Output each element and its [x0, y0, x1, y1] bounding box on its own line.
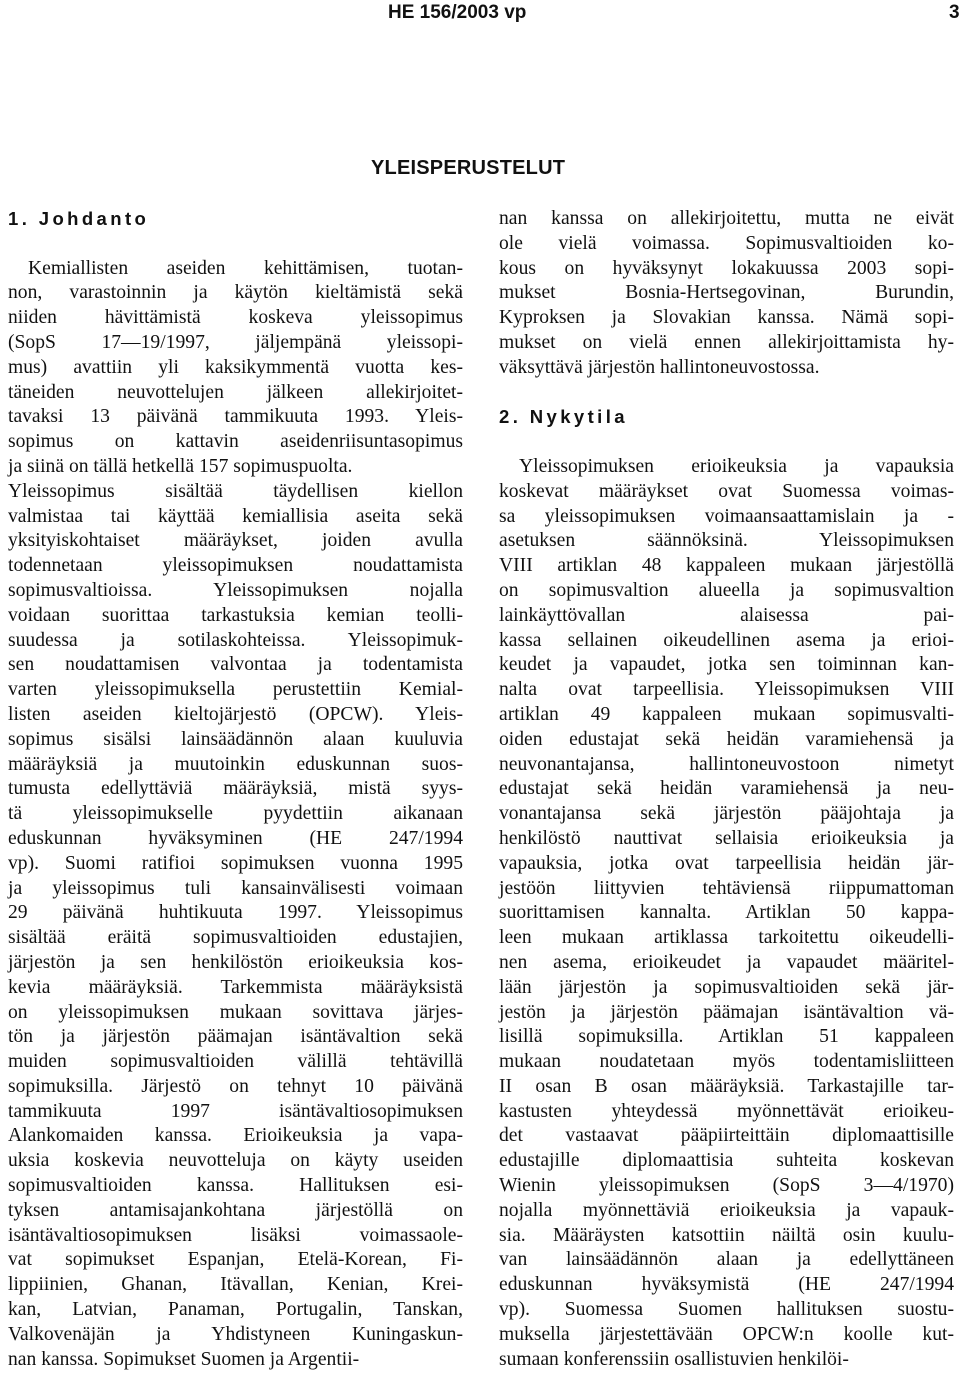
text-line: määräyksiä ja muutoinkin eduskunnan suos- — [8, 753, 463, 775]
spacer — [499, 381, 954, 406]
text-line: Alankomaiden kanssa. Erioikeuksia ja vapa- — [8, 1125, 463, 1147]
right-column — [499, 207, 954, 1372]
text-line: artiklan 49 kappaleen mukaan sopimusvalti- — [499, 703, 954, 725]
text-line: on sopimusvaltion alueella ja sopimusvaltion — [499, 579, 954, 601]
text-line: järjestön ja sen henkilöstön erioikeuksia kos- — [8, 951, 463, 973]
text-line: nan kanssa on allekirjoitettu, mutta ne eivät — [499, 208, 954, 229]
section-title: YLEISPERUSTELUT — [371, 157, 566, 179]
right-column-continuation — [499, 207, 954, 381]
text-line: sen noudattamisen valvontaa ja todentamista — [8, 654, 463, 676]
text-line: kastusten yhteydessä myönnettävät erioikeu- — [499, 1100, 954, 1122]
text-line: non, varastoinnin ja käytön kieltämistä sekä — [8, 282, 463, 304]
text-line: sia. Määräysten katsottiin näiltä osin kuulu- — [499, 1224, 954, 1246]
text-line: Yleissopimus sisältää täydellisen kiellon — [8, 480, 463, 502]
text-line: kan, Latvian, Panaman, Portugalin, Tanskan, — [8, 1299, 463, 1321]
text-line: kevia määräyksiä. Tarkemmista määräyksistä — [8, 976, 463, 998]
text-line: on yleissopimuksen mukaan sovittava järjes- — [8, 1001, 463, 1023]
text-line: tumusta edellyttäviä määräyksiä, mistä syys- — [8, 778, 463, 800]
text-line: ole vielä voimassa. Sopimusvaltioiden ko- — [499, 232, 954, 254]
text-line: täneiden neuvottelujen jälkeen allekirjoitet- — [8, 381, 463, 403]
text-line: sumaan konferenssiin osallistuvien henkilöi- — [499, 1348, 849, 1370]
text-line: tä yleissopimukselle pyydettiin aikanaan — [8, 803, 463, 825]
text-line: todennetaan yleissopimuksen noudattamista — [8, 555, 463, 577]
text-line: yksityiskohtaiset määräykset, joiden avulla — [8, 530, 463, 552]
text-line: suorittamisen kannalta. Artiklan 50 kappa- — [499, 902, 954, 924]
text-line: sa yleissopimuksen voimaansaattamislain ja - — [499, 505, 954, 527]
text-line: isäntävaltiosopimuksen lisäksi voimassaole- — [8, 1224, 463, 1246]
text-line: tön ja järjestön päämajan isäntävaltion sekä — [8, 1026, 463, 1048]
text-line: niiden hävittämistä koskeva yleissopimus — [8, 307, 463, 329]
text-line: nen asema, erioikeudet ja vapaudet määritel- — [499, 951, 954, 973]
page-number: 3 — [949, 2, 960, 23]
text-line: sopimusvaltioissa. Yleissopimuksen nojalla — [8, 579, 463, 601]
text-line: sopimus on kattavin aseidenriisuntasopimus — [8, 431, 463, 453]
text-line: Kemiallisten aseiden kehittämisen, tuotan- — [28, 257, 463, 279]
text-line: Valkovenäjän ja Yhdistyneen Kuningaskun- — [8, 1323, 463, 1345]
text-line: sopimusvaltioiden kanssa. Hallituksen esi- — [8, 1175, 463, 1197]
running-header — [0, 0, 960, 36]
text-line: (SopS 17—19/1997, jäljempänä yleissopi- — [8, 331, 463, 353]
text-line: henkilöstö nauttivat sellaisia erioikeuksia ja — [499, 827, 954, 849]
section-heading-nykytila: 2. Nykytila — [499, 406, 628, 428]
text-line: ja siinä on tällä hetkellä 157 sopimuspuolta. — [8, 455, 353, 477]
text-line: lainkäyttövallan alaisessa pai- — [499, 604, 954, 626]
text-line: sopimus sisälsi lainsäädännön alaan kuuluvia — [8, 728, 463, 750]
text-line: neuvonantajansa, hallintoneuvostoon nimetyt — [499, 753, 954, 775]
text-line: mukaan noudatetaan myös todentamisliitteen — [499, 1051, 954, 1073]
text-line: vonantajansa sekä järjestön pääjohtaja ja — [499, 803, 954, 825]
right-column-body — [499, 455, 954, 1372]
text-line: eduskunnan hyväksymistä (HE 247/1994 — [499, 1274, 954, 1296]
text-line: oiden edustajat sekä heidän varamiehensä ja — [499, 728, 954, 750]
left-column — [8, 207, 463, 1372]
text-line: sisältää eräitä sopimusvaltioiden edustajien, — [8, 927, 463, 949]
text-line: voidaan suorittaa tarkastuksia kemian teolli- — [8, 604, 463, 626]
text-line: 29 päivänä huhtikuuta 1997. Yleissopimus — [8, 902, 463, 924]
text-line: suudessa ja sotilaskohteissa. Yleissopimuk- — [8, 629, 463, 651]
text-line: vp). Suomessa Suomen hallituksen suostu- — [499, 1299, 954, 1321]
text-line: väksyttävä järjestön hallintoneuvostossa. — [499, 356, 820, 378]
text-line: varten yleissopimuksella perustettiin Kemial- — [8, 679, 463, 701]
text-line: uksia koskevia neuvotteluja on käyty useiden — [8, 1150, 463, 1172]
text-line: koskevat määräykset ovat Suomessa voimas- — [499, 480, 954, 502]
text-line: det vastaavat pääpiirteittäin diplomaattisille — [499, 1125, 954, 1147]
text-line: Kyproksen ja Slovakian kanssa. Nämä sopi- — [499, 307, 954, 329]
text-line: sopimuksilla. Järjestö on tehnyt 10 päivänä — [8, 1075, 463, 1097]
text-line: mus) avattiin yli kaksikymmentä vuotta kes- — [8, 356, 463, 378]
text-line: lään järjestön ja sopimusvaltioiden sekä jär- — [499, 976, 954, 998]
text-line: van lainsäädännön alaan ja edellyttäneen — [499, 1249, 954, 1271]
text-line: tavaksi 13 päivänä tammikuuta 1993. Yleis- — [8, 406, 463, 428]
text-line: eduskunnan hyväksyminen (HE 247/1994 — [8, 827, 463, 849]
text-line: edustajille diplomaattisia suhteita koskevan — [499, 1150, 954, 1172]
text-line: leen mukaan artiklassa tarkoitettu oikeudelli- — [499, 927, 954, 949]
text-line: Wienin yleissopimuksen (SopS 3—4/1970) — [499, 1175, 954, 1197]
text-line: vp). Suomi ratifioi sopimuksen vuonna 1995 — [8, 852, 463, 874]
text-line: jestöön liittyvien tehtäviensä riippumattoman — [499, 877, 954, 899]
text-line: nalta ovat tarpeellisia. Yleissopimuksen VIII — [499, 679, 954, 701]
spacer — [499, 430, 954, 455]
text-line: valmistaa tai käyttää kemiallisia aseita sekä — [8, 505, 463, 527]
text-line: lippiinien, Ghanan, Itävallan, Kenian, Krei- — [8, 1274, 463, 1296]
text-line: nojalla myönnettäviä erioikeuksia ja vapauk- — [499, 1199, 954, 1221]
text-line: lisillä sopimuksilla. Artiklan 51 kappaleen — [499, 1026, 954, 1048]
text-line: VIII artiklan 48 kappaleen mukaan järjestöllä — [499, 555, 954, 577]
text-line: mukset on vielä ennen allekirjoittamista hy- — [499, 331, 954, 353]
text-line: muksella järjestettävään OPCW:n koolle kut- — [499, 1323, 954, 1345]
text-line: tammikuuta 1997 isäntävaltiosopimuksen — [8, 1100, 463, 1122]
left-column-body — [8, 257, 463, 1373]
section-heading-johdanto: 1. Johdanto — [8, 208, 150, 229]
text-line: mukset Bosnia-Hertsegovinan, Burundin, — [499, 282, 954, 304]
text-line: kous on hyväksynyt lokakuussa 2003 sopi- — [499, 257, 954, 279]
text-line: asetuksen säännöksinä. Yleissopimuksen — [499, 530, 954, 552]
text-line: muiden sopimusvaltioiden välillä tehtävillä — [8, 1051, 463, 1073]
text-line: Yleissopimuksen erioikeuksia ja vapauksia — [519, 455, 954, 477]
spacer — [8, 232, 463, 257]
text-line: II osan B osan määräyksiä. Tarkastajille tar- — [499, 1075, 954, 1097]
text-line: jestön ja järjestön päämajan isäntävaltion vä- — [499, 1001, 954, 1023]
text-line: vat sopimukset Espanjan, Etelä-Korean, Fi- — [8, 1249, 463, 1271]
text-line: tyksen antamisajankohtana järjestöllä on — [8, 1199, 463, 1221]
document-id: HE 156/2003 vp — [388, 2, 527, 23]
text-line: edustajat sekä heidän varamiehensä ja neu- — [499, 778, 954, 800]
text-line: vapauksia, jotka ovat tarpeellisia heidän jär- — [499, 852, 954, 874]
text-line: keudet ja vapaudet, jotka sen toiminnan kan- — [499, 654, 954, 676]
text-line: nan kanssa. Sopimukset Suomen ja Argentii- — [8, 1348, 360, 1370]
text-line: ja yleissopimus tuli kansainvälisesti voimaan — [8, 877, 463, 899]
text-line: kassa sellainen oikeudellinen asema ja erioi- — [499, 629, 954, 651]
text-line: listen aseiden kieltojärjestö (OPCW). Yleis- — [8, 703, 463, 725]
